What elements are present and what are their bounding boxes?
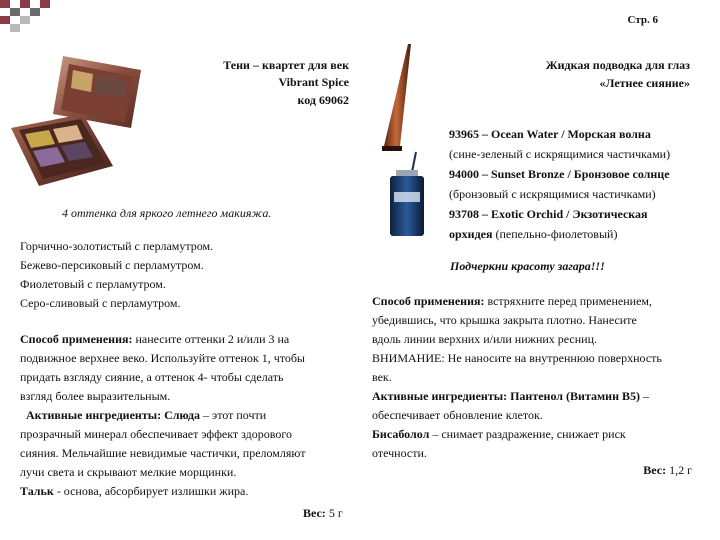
text-line: обеспечивает обновление клеток.	[372, 408, 543, 422]
shades-list	[20, 237, 213, 313]
variant-line: 93708 – Exotic Orchid / Экзотическая	[449, 207, 648, 221]
eyeliner-name: «Летнее сияние»	[599, 76, 690, 90]
text-line: ВНИМАНИЕ: Не наносите на внутреннюю поверхность	[372, 351, 662, 365]
variant-line: (сине-зеленый с искрящимися частичками)	[449, 147, 671, 161]
text-line: Тальк - основа, абсорбирует излишки жира.	[20, 484, 249, 498]
text-line: сияния. Мельчайшие невидимые частички, преломляют	[20, 446, 306, 460]
corner-pattern	[0, 0, 60, 32]
eyeshadow-title: Тени – квартет для век	[223, 58, 349, 72]
eyeliner-usage	[372, 292, 662, 463]
eyeshadow-name: Vibrant Spice	[278, 75, 349, 89]
text-line: Способ применения: нанесите оттенки 2 и/или 3 на	[20, 332, 290, 346]
variant-line: орхидея (пепельно-фиолетовый)	[449, 227, 618, 241]
text-line: взгляд более выразительным.	[20, 389, 171, 403]
text-line: придать взгляду сияние, а оттенок 4- чтобы сделать	[20, 370, 284, 384]
variant-line: (бронзовый с искрящимися частичками)	[449, 187, 656, 201]
shade-item: Горчично-золотистый с перламутром.	[20, 239, 214, 253]
page-number: Стр. 6	[627, 14, 658, 26]
text-line: отечности.	[372, 446, 427, 460]
eyeshadow-code: код 69062	[297, 93, 349, 107]
text-line: лучи света и скрывают мелкие морщинки.	[20, 465, 237, 479]
eyeshadow-usage	[20, 330, 305, 501]
eyeliner-tagline: Подчеркни красоту загара!!!	[450, 259, 605, 273]
variant-line: 93965 – Ocean Water / Морская волна	[449, 127, 651, 141]
text-line: подвижное верхнее веко. Используйте оттенок 1, чтобы	[20, 351, 305, 365]
text-line: Бисаболол – снимает раздражение, снижает риск	[372, 427, 626, 441]
eyeshadow-weight: Вес: 5 г	[303, 506, 343, 520]
text-line: вдоль линии верхних и/или нижних ресниц.	[372, 332, 597, 346]
shade-item: Фиолетовый с перламутром.	[20, 277, 166, 291]
eyeliner-variants	[449, 124, 670, 244]
eyeshadow-quartet-image	[3, 48, 153, 198]
text-line: век.	[372, 370, 392, 384]
text-line: прозрачный минерал обеспечивает эффект здорового	[20, 427, 292, 441]
eyeliner-title: Жидкая подводка для глаз	[545, 58, 690, 72]
shade-item: Бежево-персиковый с перламутром.	[20, 258, 204, 272]
eyeliner-weight: Вес: 1,2 г	[643, 463, 692, 477]
shade-item: Серо-сливовый с перламутром.	[20, 296, 181, 310]
text-line: Способ применения: встряхните перед применением,	[372, 294, 653, 308]
text-line: убедившись, что крышка закрыта плотно. Нанесите	[372, 313, 637, 327]
text-line: Активные ингредиенты: Пантенол (Витамин B5) –	[372, 389, 649, 403]
variant-line: 94000 – Sunset Bronze / Бронзовое солнце	[449, 167, 670, 181]
eyeshadow-caption: 4 оттенка для яркого летнего макияжа.	[62, 206, 272, 220]
text-line: Активные ингредиенты: Слюда – этот почти	[20, 408, 267, 422]
eyeliner-image	[368, 42, 448, 238]
